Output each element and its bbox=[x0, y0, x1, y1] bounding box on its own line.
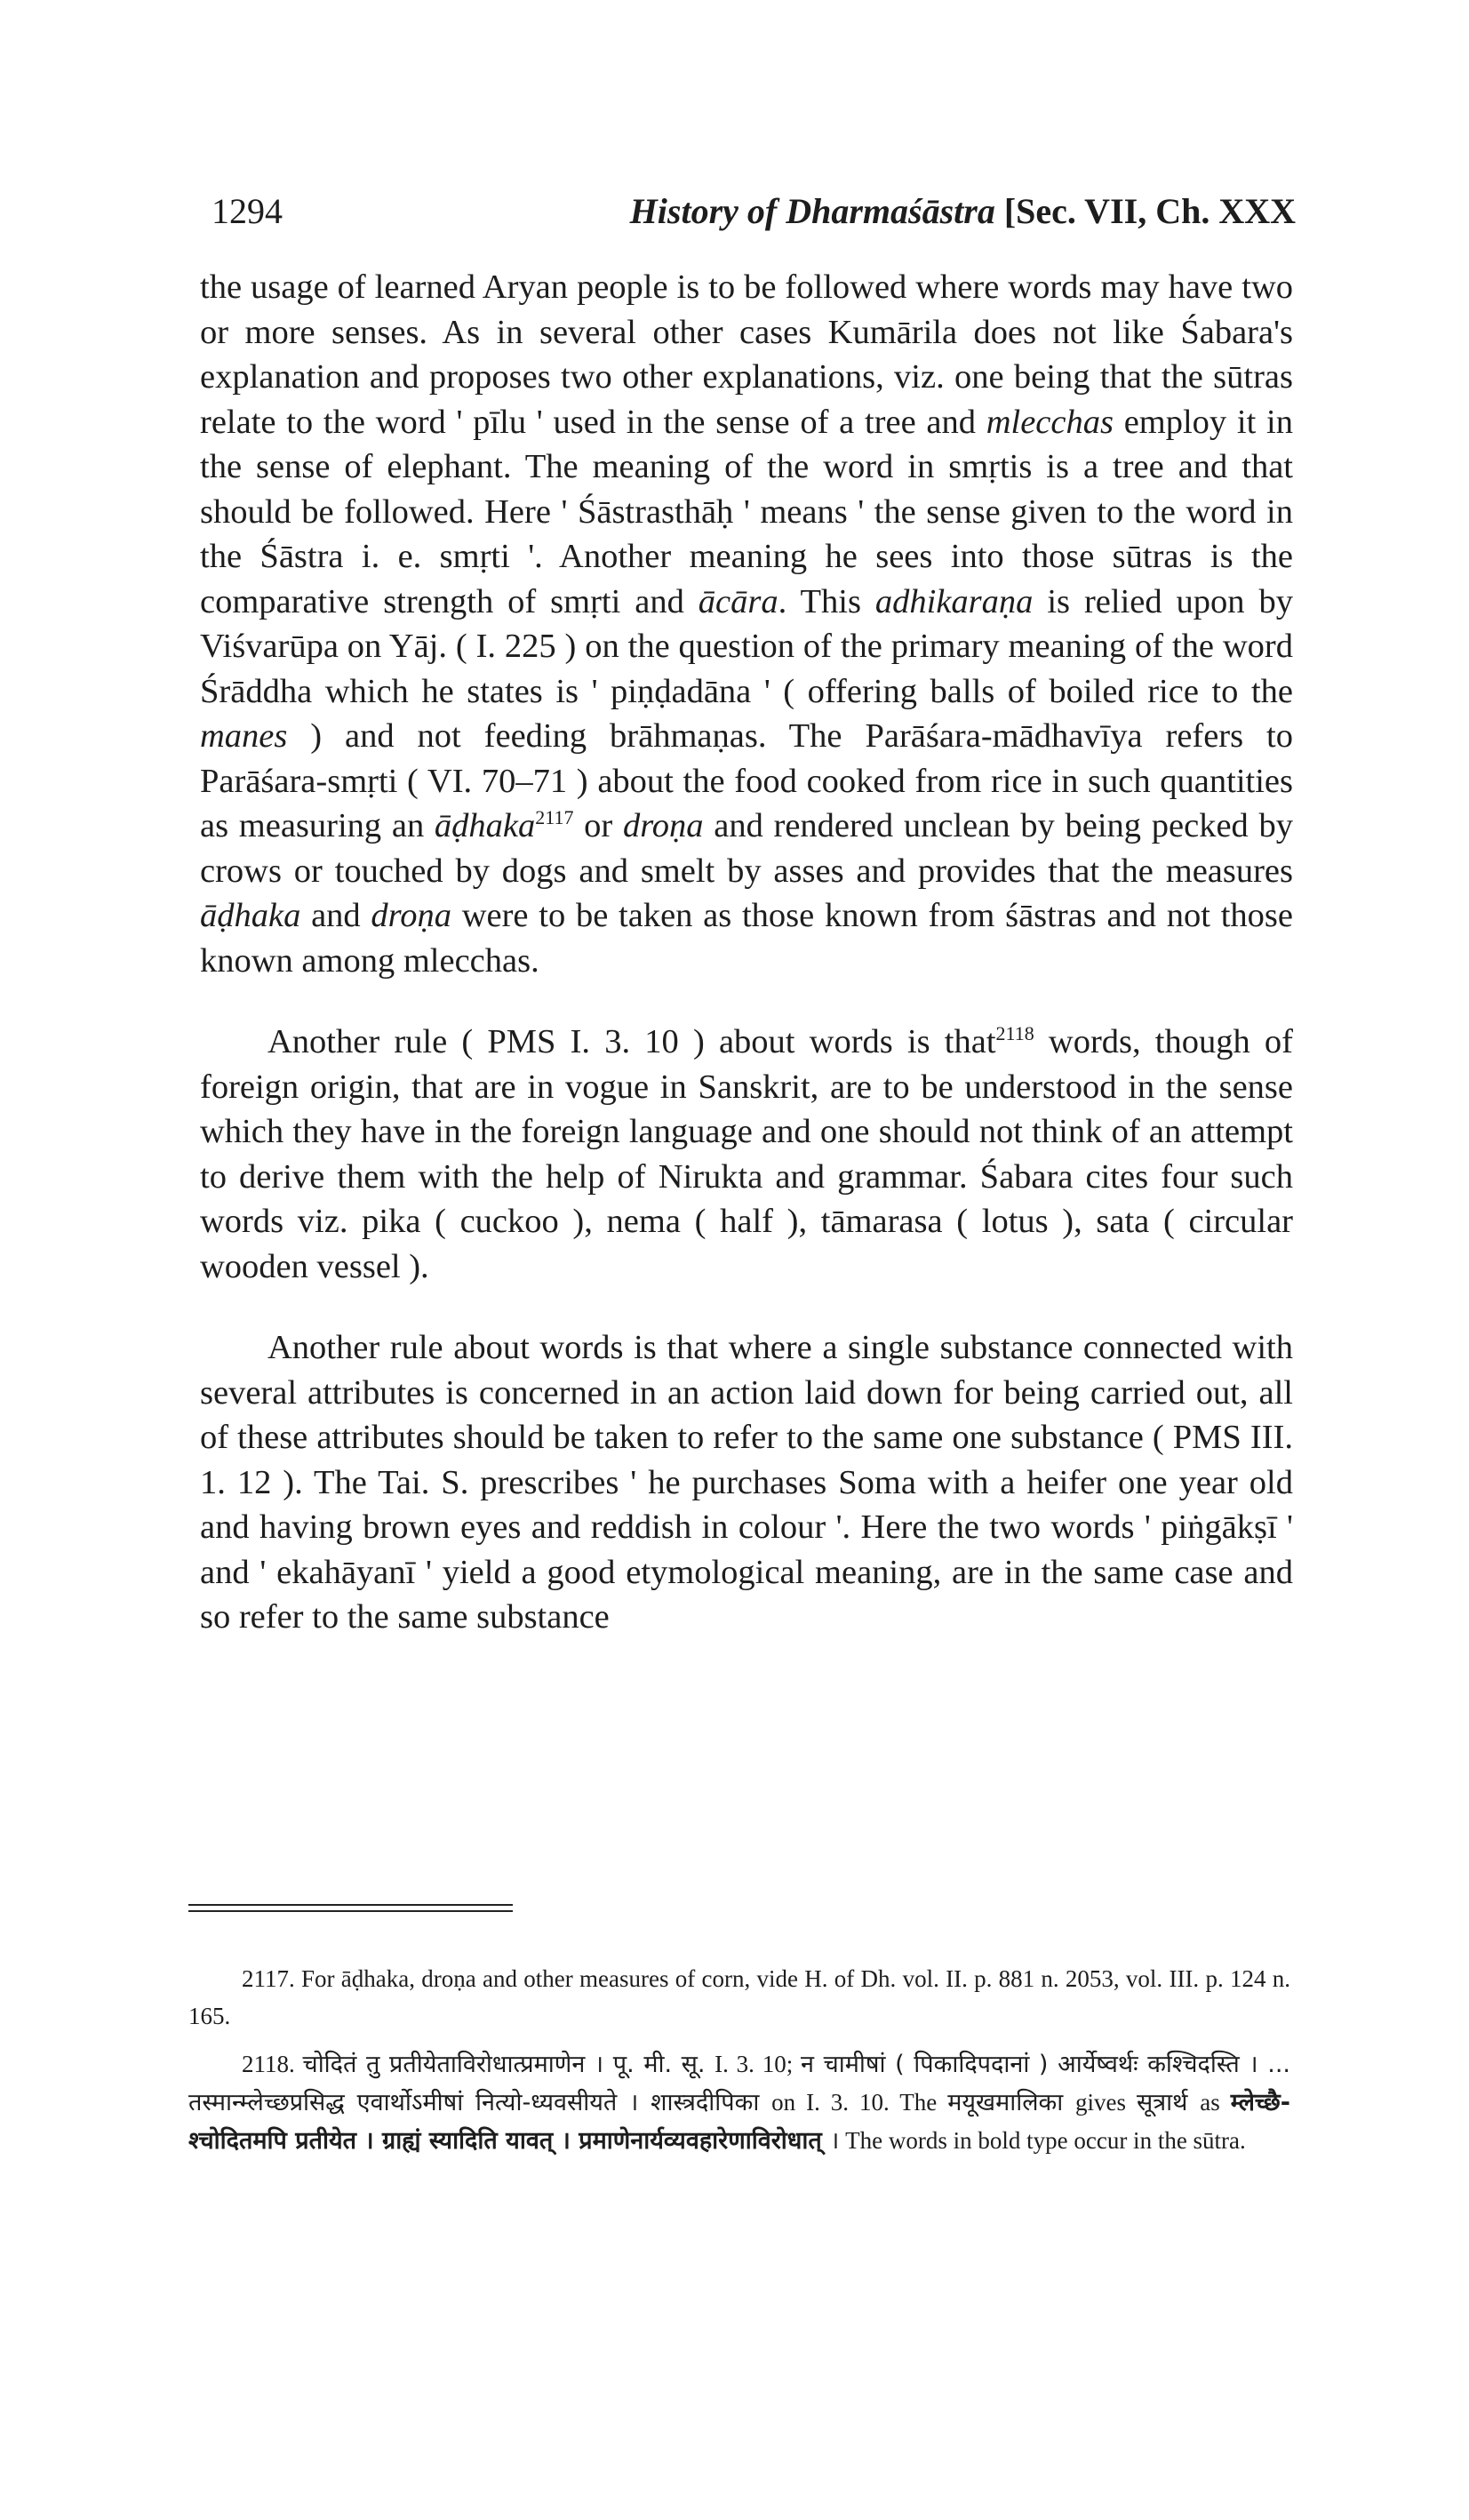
footnote-ref-2118: 2118 bbox=[995, 1022, 1034, 1045]
footnote-2117: 2117. For āḍhaka, droṇa and other measures of corn, vide H. of Dh. vol. II. p. 881 n. 2053, vol. III. p. 124 n. 165. bbox=[188, 1965, 1290, 2029]
section-label: [Sec. VII, Ch. XXX bbox=[1003, 191, 1296, 231]
paragraph-3: Another rule about words is that where a single substance connected with several attributes is concerned in an action laid down for being carried out, all of these attributes should be taken to refer to the same one substance ( PMS III. 1. 12 ). The Tai. S. prescribes ' he purchases Soma with a heifer one year old and having brown eyes and reddish in colour '. Here the two words ' piṅgākṣī ' and ' ekahāyanī ' yield a good etymological meaning, are in the same case and so refer to the same substance bbox=[200, 1329, 1293, 1636]
footnote-ref-2117: 2117 bbox=[535, 806, 574, 829]
footnote-divider bbox=[188, 1904, 513, 1912]
footnotes bbox=[188, 1960, 1290, 2171]
paragraph-1: the usage of learned Aryan people is to be followed where words may have two or more senses. As in several other cases Kumārila does not like Śabara's explanation and proposes two other explanations, viz. one being that the sūtras relate to the word ' pīlu ' used in the sense of a tree and mlecchas employ it in the sense of elephant. The meaning of the word in smṛtis is a tree and that should be followed. Here ' Śāstrasthāḥ ' means ' the sense given to the word in the Śāstra i. e. smṛti '. Another meaning he sees into those sūtras is the comparative strength of smṛti and ācāra. This adhikaraṇa is relied upon by Viśvarūpa on Yāj. ( I. 225 ) on the question of the primary meaning of the word Śrāddha which he states is ' piṇḍadāna ' ( offering balls of boiled rice to the manes ) and not feeding brāhmaṇas. The Parāśara-mādhavīya refers to Parāśara-smṛti ( VI. 70–71 ) about the food cooked from rice in such quantities as measuring an āḍhaka$^{2117}$ or droṇa and rendered unclean by being pecked by crows or touched by dogs and smelt by asses and provides that the measures āḍhaka and droṇa were to be taken as those known from śāstras and not those known among mlecchas. bbox=[200, 268, 1293, 980]
book-title: History of Dharmaśāstra bbox=[629, 191, 995, 231]
footnote-2118: 2118. चोदितं तु प्रतीयेताविरोधात्प्रमाणेन । पू. मी. सू. I. 3. 10; न चामीषां ( पिकादिपदानां ) आर्येष्वर्थः कश्चिदस्ति । ... तस्मान्म्लेच्छप्रसिद्ध एवार्थोऽमीषां नित्यो-ध्यवसीयते । शास्त्रदीपिका on I. 3. 10. The मयूखमालिका gives सूत्रार्थ as म्लेच्छै-श्चोदितमपि प्रतीयेत । ग्राह्यं स्यादिति यावत् । प्रमाणेनार्यव्यवहारेणाविरोधात् । The words in bold type occur in the sūtra. bbox=[188, 2051, 1290, 2155]
paragraph-2: Another rule ( PMS I. 3. 10 ) about words is that$^{2118}$ words, though of foreign origin, that are in vogue in Sanskrit, are to be understood in the sense which they have in the foreign language and one should not think of an attempt to derive them with the help of Nirukta and grammar. Śabara cites four such words viz. pika ( cuckoo ), nema ( half ), tāmarasa ( lotus ), sata ( circular wooden vessel ). bbox=[200, 1022, 1293, 1285]
main-text bbox=[200, 265, 1293, 1640]
running-head bbox=[630, 185, 1296, 238]
page-number: 1294 bbox=[212, 191, 283, 231]
page-header bbox=[212, 185, 1296, 238]
